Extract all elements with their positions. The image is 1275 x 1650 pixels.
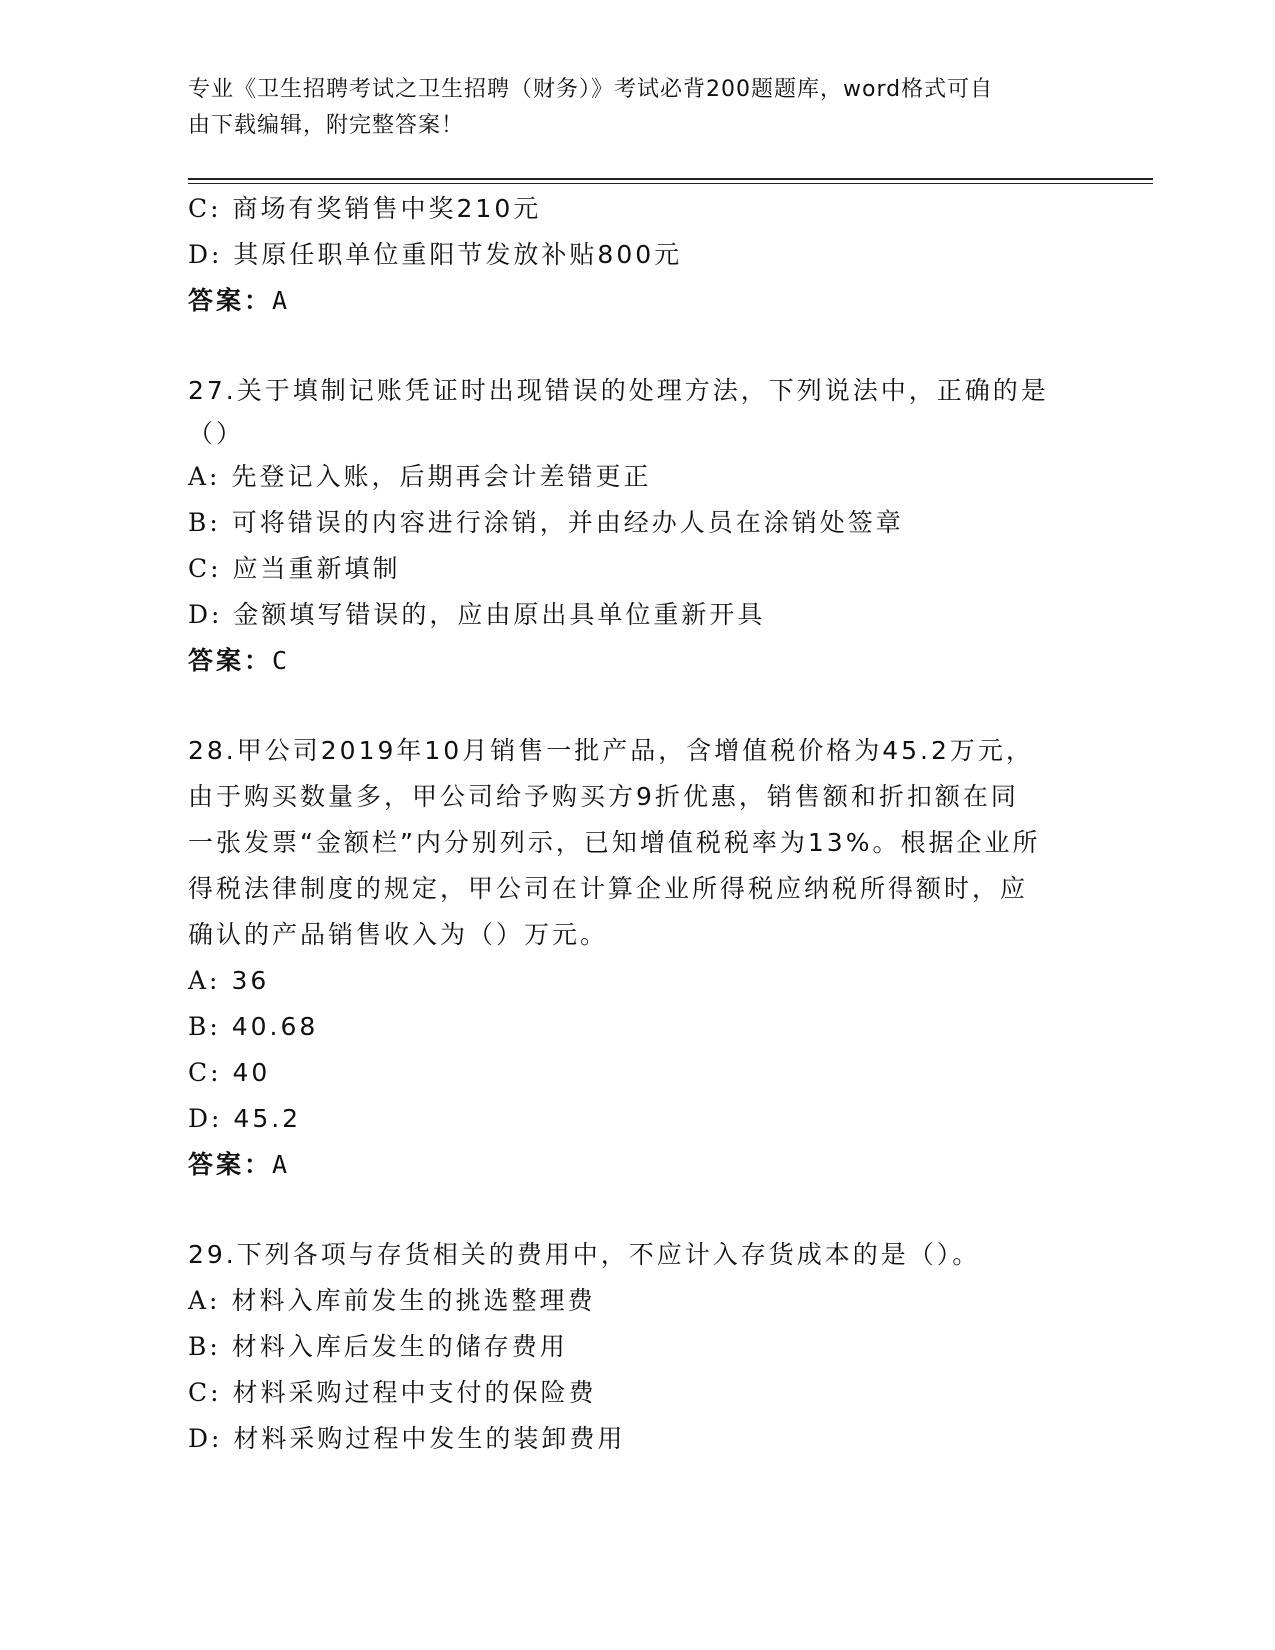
option-b: B: 可将错误的内容进行涂销，并由经办人员在涂销处签章 xyxy=(188,508,904,537)
option-c: C: 40 xyxy=(188,1058,271,1087)
answer-line: 答案：A xyxy=(188,286,291,315)
option-c: C: 应当重新填制 xyxy=(188,554,401,583)
question-29 xyxy=(188,1232,1088,1462)
option-a: A: 36 xyxy=(188,966,270,995)
option-c: C: 商场有奖销售中奖210元 xyxy=(188,194,542,223)
question-28 xyxy=(188,728,1088,1188)
header-divider xyxy=(188,178,1153,184)
answer-line: 答案：C xyxy=(188,646,291,675)
question-26-tail xyxy=(188,186,1088,324)
question-text-line-4: 得税法律制度的规定，甲公司在计算企业所得税应纳税所得额时，应 xyxy=(188,874,1029,903)
document-body xyxy=(188,186,1088,1462)
question-text: 27.关于填制记账凭证时出现错误的处理方法，下列说法中，正确的是 xyxy=(188,376,1049,405)
option-c: C: 材料采购过程中支付的保险费 xyxy=(188,1378,597,1407)
answer-line: 答案：A xyxy=(188,1150,291,1179)
option-d: D: 金额填写错误的，应由原出具单位重新开具 xyxy=(188,600,766,629)
question-blank: （） xyxy=(188,419,245,448)
question-27 xyxy=(188,368,1088,684)
question-text-line-2: 由于购买数量多，甲公司给予购买方9折优惠，销售额和折扣额在同 xyxy=(188,782,1019,811)
option-b: B: 材料入库后发生的储存费用 xyxy=(188,1332,568,1361)
question-text-line-3: 一张发票“金额栏”内分别列示，已知增值税税率为13%。根据企业所 xyxy=(188,828,1041,857)
page-header xyxy=(188,72,1068,144)
option-d: D: 其原任职单位重阳节发放补贴800元 xyxy=(188,240,683,269)
question-text-line-5: 确认的产品销售收入为（）万元。 xyxy=(188,920,609,949)
option-a: A: 先登记入账，后期再会计差错更正 xyxy=(188,462,652,491)
question-text: 29.下列各项与存货相关的费用中，不应计入存货成本的是（）。 xyxy=(188,1240,981,1269)
option-a: A: 材料入库前发生的挑选整理费 xyxy=(188,1286,596,1315)
header-line-1: 专业《卫生招聘考试之卫生招聘（财务）》考试必背200题题库，word格式可自 xyxy=(188,77,994,102)
option-d: D: 材料采购过程中发生的装卸费用 xyxy=(188,1424,626,1453)
header-line-2: 由下载编辑，附完整答案！ xyxy=(188,113,465,138)
option-b: B: 40.68 xyxy=(188,1012,319,1041)
option-d: D: 45.2 xyxy=(188,1104,302,1133)
question-text-line-1: 28.甲公司2019年10月销售一批产品，含增值税价格为45.2万元， xyxy=(188,736,1034,765)
